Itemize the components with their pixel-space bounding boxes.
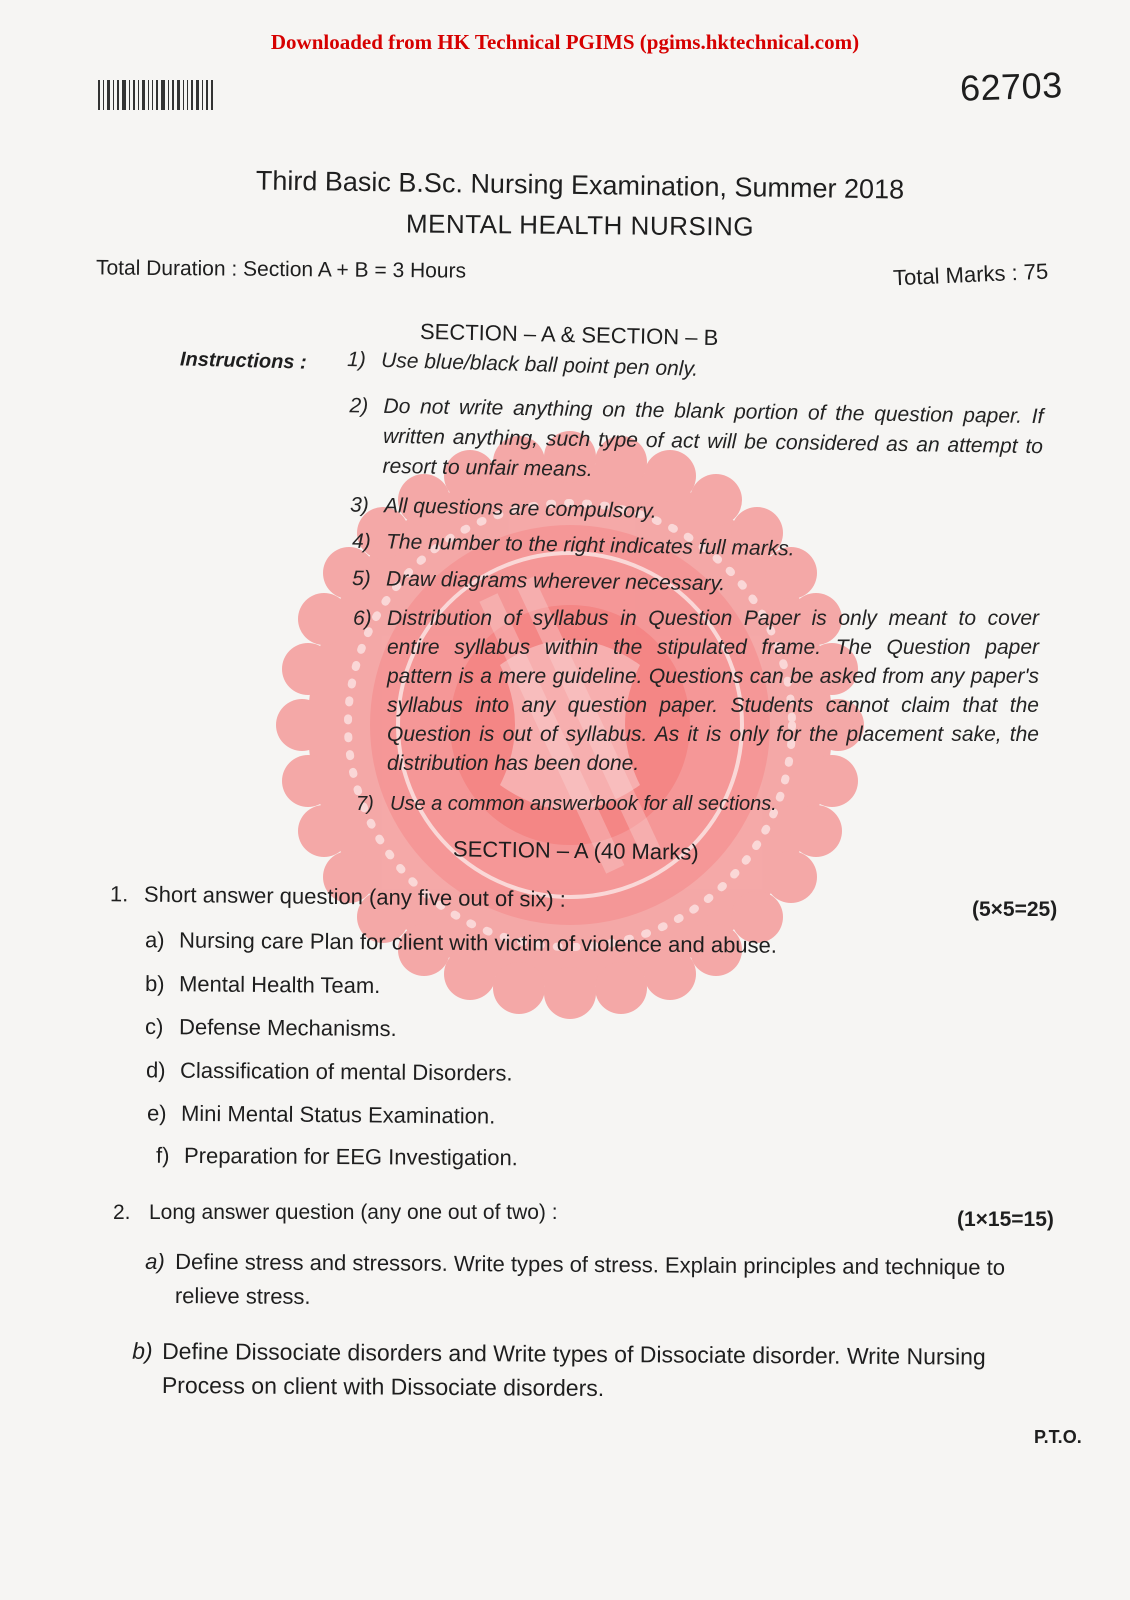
item-text: Mental Health Team.: [178, 971, 381, 999]
instruction-item: [353, 604, 1039, 778]
question-number: 1.: [109, 881, 129, 907]
item-text: Mini Mental Status Examination.: [180, 1100, 496, 1129]
section-a-heading: SECTION – A (40 Marks): [452, 836, 699, 865]
item-text: Preparation for EEG Investigation.: [183, 1142, 518, 1171]
item-label: f): [155, 1142, 170, 1168]
instruction-text: Draw diagrams wherever necessary.: [385, 567, 726, 596]
instruction-item: [349, 392, 1044, 492]
instruction-number: 7): [356, 793, 374, 815]
question-2-item: [132, 1334, 1038, 1408]
question-1-item: [147, 1098, 496, 1131]
item-text: Nursing care Plan for client with victim of violence and abuse.: [178, 927, 778, 958]
question-1-item: [156, 1141, 518, 1174]
item-text: Classification of mental Disorders.: [179, 1057, 513, 1086]
item-label: e): [146, 1100, 167, 1126]
instruction-text: All questions are compulsory.: [383, 494, 657, 523]
instruction-number: 5): [351, 566, 371, 591]
item-text: Define Dissociate disorders and Write types of Dissociate disorder. Write Nursing Process on client with Dissociate disorders.: [161, 1337, 986, 1402]
question-text: Long answer question (any one out of two) :: [149, 1201, 558, 1224]
instruction-item: [351, 527, 1036, 568]
instruction-item: [356, 789, 1040, 819]
question-text: Short answer question (any five out of six) :: [143, 881, 567, 912]
question-number: 2.: [113, 1201, 131, 1224]
download-banner: Downloaded from HK Technical PGIMS (pgims.hktechnical.com): [270, 30, 860, 54]
barcode-icon: [98, 80, 256, 110]
question-1-item: [145, 925, 777, 961]
question-2-marks: (1×15=15): [957, 1208, 1054, 1231]
instruction-text: Use blue/black ball point pen only.: [380, 348, 699, 381]
instruction-text: Distribution of syllabus in Question Paper is only meant to cover entire syllabus within the stipulated frame. The Question paper pattern is a mere guideline. Questions can be asked from any paper's syllabus into any question paper. Students cannot claim that the Question is out of syllabus. As it is only for the placement sake, the distribution has been done.: [387, 607, 1039, 775]
item-label: b): [132, 1337, 153, 1364]
instruction-number: 2): [349, 394, 369, 418]
question-1-item: [145, 1012, 397, 1044]
instruction-text: Use a common answerbook for all sections.: [390, 793, 777, 815]
instructions-label: Instructions :: [179, 348, 307, 374]
question-1-item: [145, 969, 381, 1001]
item-label: b): [144, 970, 165, 997]
question-2: [113, 1198, 558, 1228]
item-text: Defense Mechanisms.: [178, 1014, 397, 1042]
question-2-item: [145, 1245, 1027, 1319]
exam-title: Third Basic B.Sc. Nursing Examination, Summer 2018: [255, 165, 905, 205]
paper-code: 62703: [959, 64, 1064, 109]
instruction-number: 4): [351, 529, 371, 554]
item-label: d): [145, 1057, 166, 1083]
item-label: a): [144, 927, 165, 953]
section-ab-heading: SECTION – A & SECTION – B: [419, 318, 719, 351]
item-label: c): [144, 1013, 164, 1040]
subject-title: MENTAL HEALTH NURSING: [405, 208, 755, 242]
item-text: Define stress and stressors. Write types of stress. Explain principles and technique to relieve stress.: [174, 1249, 1006, 1309]
instruction-text: Do not write anything on the blank portion of the question paper. If written anything, such type of act will be considered as an attempt to resort to unfair means.: [382, 394, 1044, 482]
pto-label: P.T.O.: [1034, 1427, 1082, 1447]
instruction-number: 6): [353, 607, 372, 630]
question-1-item: [146, 1055, 513, 1088]
question-1: [110, 879, 566, 915]
instruction-text: The number to the right indicates full marks.: [385, 530, 795, 561]
total-marks: Total Marks : 75: [892, 258, 1049, 291]
instruction-number: 3): [349, 493, 370, 517]
question-1-marks: (5×5=25): [972, 898, 1058, 921]
instruction-number: 1): [346, 347, 367, 372]
instruction-item: [346, 346, 1032, 394]
instruction-item: [351, 564, 1036, 603]
item-label: a): [145, 1248, 165, 1274]
total-duration: Total Duration : Section A + B = 3 Hours: [95, 256, 467, 283]
